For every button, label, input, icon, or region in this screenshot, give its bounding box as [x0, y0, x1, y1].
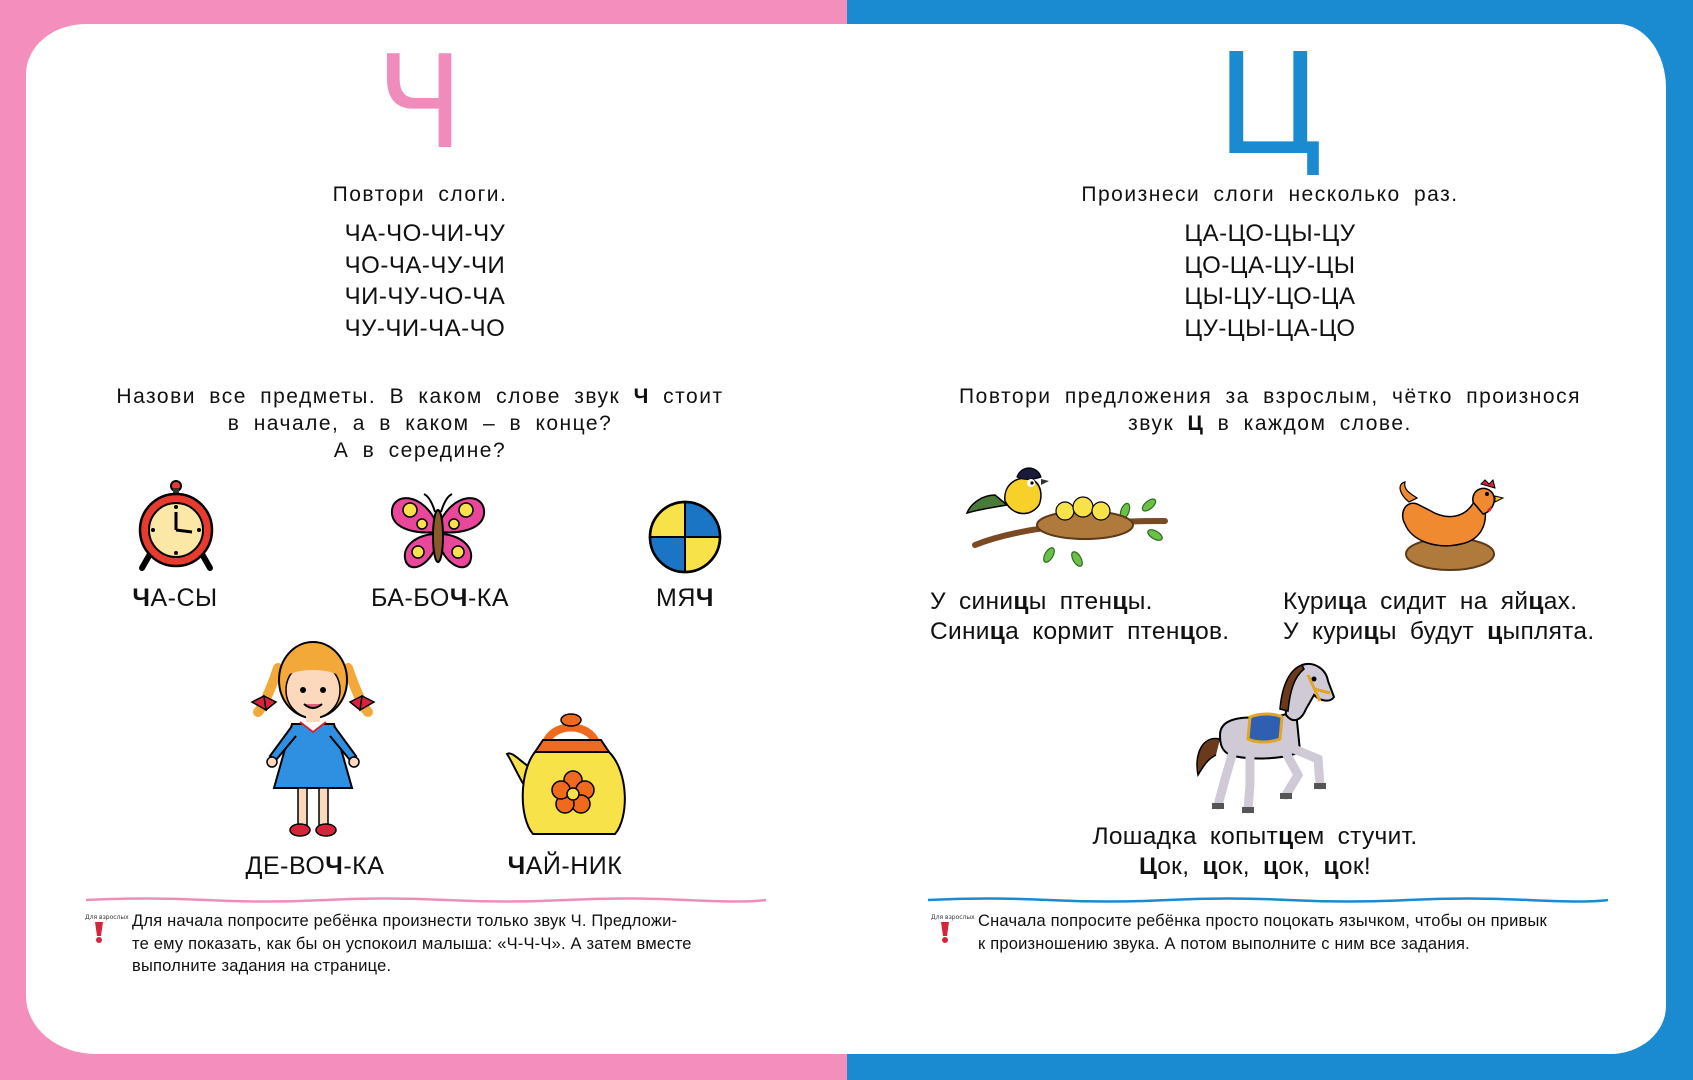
hen-icon: [1395, 480, 1505, 575]
alarm-clock-icon: [136, 478, 216, 570]
butterfly-icon: [388, 490, 488, 574]
syllable-line: ЦЫ-ЦУ-ЦО-ЦА: [1184, 283, 1356, 310]
word-devochka: ДЕ-ВОЧ-КА: [245, 852, 385, 880]
hen-sentences: [1283, 587, 1643, 647]
syllable-line: ЧУ-ЧИ-ЧА-ЧО: [344, 314, 506, 342]
ball-icon: [648, 500, 722, 574]
right-instruction-syllables: Произнеси слоги несколько раз.: [1081, 183, 1459, 206]
for-adults-badge-icon: [82, 910, 129, 944]
horse-line-2: Цок, цок, цок, цок!: [1139, 853, 1371, 880]
left-instruction-syllables: Повтори слоги.: [332, 183, 508, 206]
syllable-line: ЧА-ЧО-ЧИ-ЧУ: [344, 220, 506, 247]
bird-sentences: [930, 587, 1260, 647]
horse-line-1: Лошадка копытцем стучит.: [1092, 823, 1418, 850]
right-instruction-sentences: Повтори предложения за взрослым, чётко произнося звук Ц в каждом слове.: [959, 385, 1581, 435]
svg-text:Для взрослых: Для взрослых: [931, 914, 975, 921]
letter-che: Ч: [376, 29, 464, 178]
left-syllables: [250, 218, 600, 344]
word-myach: МЯЧ: [656, 584, 714, 612]
horse-sentences: [1040, 822, 1470, 882]
syllable-line: ЧИ-ЧУ-ЧО-ЧА: [344, 283, 506, 310]
syllable-line: ЦА-ЦО-ЦЫ-ЦУ: [1184, 220, 1356, 247]
horse-icon: [1190, 655, 1340, 815]
hen-line-2: У курицы будут цыплята.: [1283, 618, 1595, 645]
right-syllables: [1095, 218, 1445, 344]
right-parent-note: Сначала попросите ребёнка просто поцокать язычком, чтобы он привык к произношению звука. А потом выполните с ним все задания.: [978, 912, 1547, 953]
syllable-line: ЦУ-ЦЫ-ЦА-ЦО: [1184, 314, 1356, 342]
svg-text:Для взрослых: Для взрослых: [85, 914, 129, 921]
girl-icon: [248, 632, 378, 842]
word-chasy: ЧА-СЫ: [132, 584, 218, 612]
for-adults-badge-icon: [928, 910, 975, 944]
letter-tse: Ц: [1215, 24, 1325, 187]
bird-line-2: Синица кормит птенцов.: [930, 618, 1230, 645]
left-parent-note: Для начала попросите ребёнка произнести только звук Ч. Предложи- те ему показать, как бы он успокоил малыша: «Ч-Ч-Ч». А затем вместе выполните задания на странице.: [132, 912, 692, 975]
left-instruction-objects: Назови все предметы. В каком слове звук Ч стоит в начале, а в каком – в конце? А в середине?: [116, 385, 724, 462]
hen-line-1: Курица сидит на яйцах.: [1283, 588, 1578, 615]
word-chaynik: ЧАЙ-НИК: [507, 852, 623, 880]
syllable-line: ЦО-ЦА-ЦУ-ЦЫ: [1184, 251, 1356, 279]
left-divider: [86, 896, 766, 904]
word-babochka: БА-БОЧ-КА: [370, 584, 510, 612]
syllable-line: ЧО-ЧА-ЧУ-ЧИ: [344, 251, 506, 279]
bird-line-1: У синицы птенцы.: [930, 588, 1153, 615]
right-divider: [928, 896, 1608, 904]
bird-nest-icon: [965, 455, 1170, 570]
kettle-icon: [505, 710, 635, 840]
